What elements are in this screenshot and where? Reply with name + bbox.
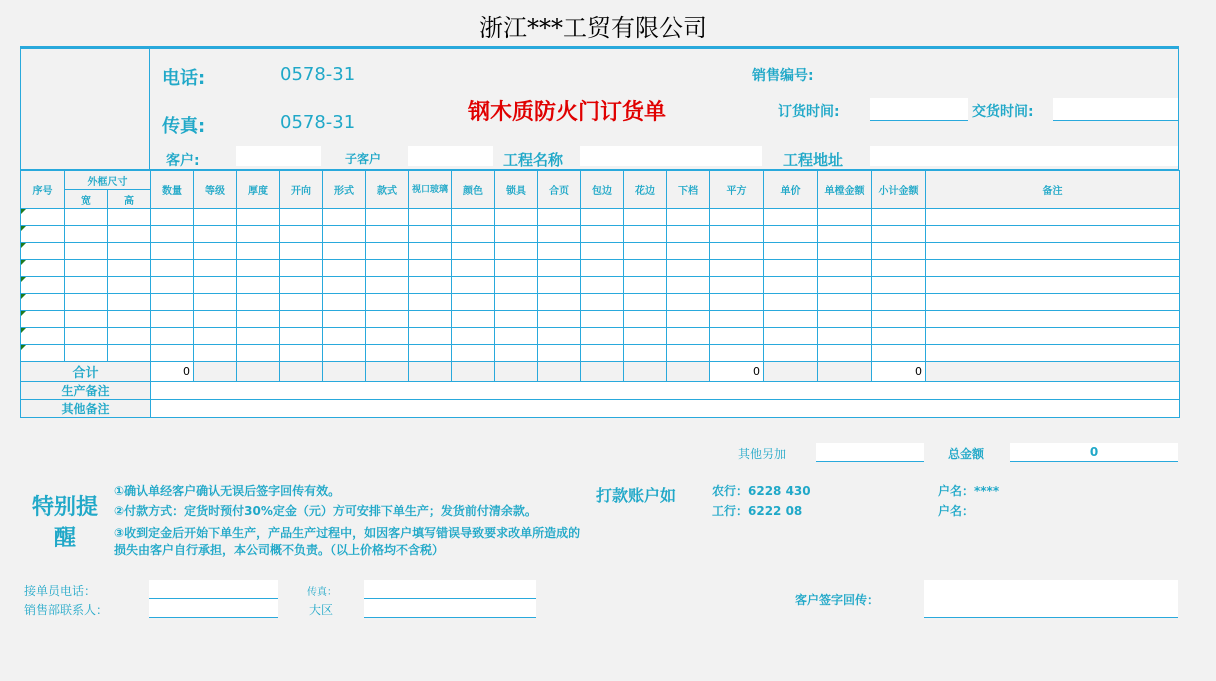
table-cell[interactable]	[108, 209, 151, 226]
sub-customer-field[interactable]	[408, 146, 493, 166]
table-cell[interactable]	[581, 345, 624, 362]
total-subtotal: 0	[872, 362, 926, 382]
table-row	[21, 226, 1180, 243]
table-cell[interactable]	[710, 209, 764, 226]
table-cell[interactable]	[764, 328, 818, 345]
table-cell[interactable]	[237, 311, 280, 328]
table-cell[interactable]	[926, 277, 1180, 294]
col-hinge: 合页	[538, 171, 581, 209]
table-cell[interactable]	[764, 311, 818, 328]
table-cell[interactable]	[366, 260, 409, 277]
table-cell[interactable]	[818, 311, 872, 328]
table-cell[interactable]	[194, 209, 237, 226]
table-cell[interactable]	[710, 345, 764, 362]
table-row	[21, 277, 1180, 294]
table-cell[interactable]	[872, 294, 926, 311]
note-2: ②付款方式：定货时预付30%定金（元）方可安排下单生产；发货前付清余款。	[114, 504, 537, 518]
cell-comment-marker	[21, 260, 26, 265]
table-row	[21, 260, 1180, 277]
table-cell[interactable]	[280, 277, 323, 294]
table-cell[interactable]	[108, 243, 151, 260]
table-cell[interactable]	[538, 328, 581, 345]
other-note-field[interactable]	[151, 400, 1180, 418]
table-cell[interactable]	[710, 294, 764, 311]
table-cell[interactable]	[237, 260, 280, 277]
table-row	[21, 209, 1180, 226]
table-cell[interactable]	[710, 328, 764, 345]
sub-customer-label: 子客户	[345, 152, 382, 166]
cell-comment-marker	[21, 209, 26, 214]
table-cell[interactable]	[194, 328, 237, 345]
table-cell[interactable]	[764, 345, 818, 362]
table-cell[interactable]	[21, 277, 65, 294]
special-reminder: 特别提醒	[31, 495, 98, 551]
table-cell[interactable]	[409, 209, 452, 226]
table-cell[interactable]	[495, 294, 538, 311]
table-cell[interactable]	[151, 243, 194, 260]
table-cell[interactable]	[280, 311, 323, 328]
col-glass: 视口玻璃	[409, 171, 452, 209]
table-cell[interactable]	[667, 209, 710, 226]
col-style: 款式	[366, 171, 409, 209]
table-cell[interactable]	[872, 277, 926, 294]
table-cell[interactable]	[108, 294, 151, 311]
table-cell[interactable]	[624, 209, 667, 226]
col-color: 颜色	[452, 171, 495, 209]
table-cell[interactable]	[21, 328, 65, 345]
table-cell[interactable]	[624, 260, 667, 277]
table-cell[interactable]	[194, 277, 237, 294]
table-cell[interactable]	[280, 209, 323, 226]
production-note-field[interactable]	[151, 382, 1180, 400]
table-cell[interactable]	[65, 277, 108, 294]
phone-label: 电话:	[162, 68, 206, 89]
cell-comment-marker	[21, 243, 26, 248]
table-cell[interactable]	[366, 311, 409, 328]
account-name-2: 户名：	[938, 504, 975, 518]
table-cell[interactable]	[818, 209, 872, 226]
table-cell[interactable]	[581, 243, 624, 260]
table-cell[interactable]	[280, 294, 323, 311]
table-cell[interactable]	[65, 209, 108, 226]
table-cell[interactable]	[581, 311, 624, 328]
table-row	[21, 294, 1180, 311]
table-cell[interactable]	[764, 294, 818, 311]
table-cell[interactable]	[237, 328, 280, 345]
sales-contact-label: 销售部联系人：	[24, 603, 109, 617]
table-cell[interactable]	[409, 294, 452, 311]
table-cell[interactable]	[624, 226, 667, 243]
col-single-total: 单樘金额	[818, 171, 872, 209]
table-cell[interactable]	[65, 328, 108, 345]
table-cell[interactable]	[452, 311, 495, 328]
table-cell[interactable]	[624, 328, 667, 345]
table-cell[interactable]	[926, 294, 1180, 311]
table-cell[interactable]	[581, 294, 624, 311]
table-cell[interactable]	[366, 345, 409, 362]
cell-comment-marker	[21, 277, 26, 282]
table-cell[interactable]	[323, 226, 366, 243]
col-sill: 下档	[667, 171, 710, 209]
sales-contact-field[interactable]	[149, 599, 278, 618]
table-cell[interactable]	[65, 260, 108, 277]
cell-comment-marker	[21, 294, 26, 299]
table-cell[interactable]	[323, 345, 366, 362]
table-cell[interactable]	[710, 226, 764, 243]
table-cell[interactable]	[194, 311, 237, 328]
table-cell[interactable]	[926, 311, 1180, 328]
table-cell[interactable]	[366, 277, 409, 294]
table-cell[interactable]	[323, 277, 366, 294]
col-area: 平方	[710, 171, 764, 209]
table-cell[interactable]	[409, 243, 452, 260]
table-cell[interactable]	[409, 328, 452, 345]
table-cell[interactable]	[21, 226, 65, 243]
table-cell[interactable]	[452, 294, 495, 311]
table-cell[interactable]	[108, 226, 151, 243]
table-cell[interactable]	[818, 226, 872, 243]
table-cell[interactable]	[366, 243, 409, 260]
table-cell[interactable]	[538, 311, 581, 328]
table-cell[interactable]	[581, 277, 624, 294]
table-cell[interactable]	[323, 328, 366, 345]
data-rows	[21, 209, 1180, 362]
table-cell[interactable]	[818, 243, 872, 260]
col-width: 宽	[65, 190, 108, 209]
table-row	[21, 311, 1180, 328]
table-cell[interactable]	[538, 209, 581, 226]
customer-sign-label: 客户签字回传：	[795, 593, 880, 607]
table-row	[21, 243, 1180, 260]
table-cell[interactable]	[872, 311, 926, 328]
table-cell[interactable]	[667, 243, 710, 260]
col-unit-price: 单价	[764, 171, 818, 209]
company-title: 浙江***工贸有限公司	[479, 14, 707, 42]
table-cell[interactable]	[65, 294, 108, 311]
bank-1: 农行：6228 430	[712, 484, 811, 498]
cell-comment-marker	[21, 226, 26, 231]
table-cell[interactable]	[323, 260, 366, 277]
col-remark: 备注	[926, 171, 1180, 209]
table-cell[interactable]	[581, 260, 624, 277]
receiver-phone-field[interactable]	[149, 580, 278, 599]
col-subtotal: 小计金额	[872, 171, 926, 209]
table-cell[interactable]	[926, 260, 1180, 277]
table-cell[interactable]	[624, 277, 667, 294]
table-cell[interactable]	[366, 328, 409, 345]
table-cell[interactable]	[323, 209, 366, 226]
project-name-field[interactable]	[580, 146, 762, 166]
account-name-1: 户名：****	[938, 484, 1000, 498]
col-frame: 外框尺寸	[65, 171, 151, 190]
sales-no-label: 销售编号:	[752, 68, 814, 84]
table-cell[interactable]	[323, 311, 366, 328]
order-time-label: 订货时间:	[778, 104, 840, 120]
table-cell[interactable]	[409, 277, 452, 294]
table-cell[interactable]	[667, 328, 710, 345]
fax-label: 传真:	[162, 116, 206, 137]
table-cell[interactable]	[495, 243, 538, 260]
col-thickness: 厚度	[237, 171, 280, 209]
table-cell[interactable]	[495, 226, 538, 243]
table-cell[interactable]	[151, 328, 194, 345]
receiver-phone-label: 接单员电话：	[24, 584, 97, 598]
table-cell[interactable]	[452, 243, 495, 260]
delivery-time-field[interactable]	[1053, 98, 1178, 121]
table-cell[interactable]	[818, 328, 872, 345]
table-cell[interactable]	[151, 260, 194, 277]
table-cell[interactable]	[108, 277, 151, 294]
table-cell[interactable]	[538, 294, 581, 311]
table-cell[interactable]	[280, 328, 323, 345]
table-cell[interactable]	[581, 328, 624, 345]
col-lock: 锁具	[495, 171, 538, 209]
note-1: ①确认单经客户确认无误后签字回传有效。	[114, 484, 341, 498]
table-cell[interactable]	[237, 226, 280, 243]
table-cell[interactable]	[151, 226, 194, 243]
table-cell[interactable]	[710, 277, 764, 294]
table-cell[interactable]	[21, 260, 65, 277]
table-cell[interactable]	[764, 260, 818, 277]
table-cell[interactable]	[667, 294, 710, 311]
table-cell[interactable]	[21, 311, 65, 328]
cell-comment-marker	[21, 345, 26, 350]
grand-total-label: 总金额	[948, 447, 985, 461]
table-cell[interactable]	[280, 260, 323, 277]
table-cell[interactable]	[409, 226, 452, 243]
header-vline	[149, 49, 150, 169]
delivery-time-label: 交货时间:	[972, 104, 1034, 120]
table-cell[interactable]	[452, 209, 495, 226]
table-cell[interactable]	[409, 345, 452, 362]
order-time-field[interactable]	[870, 98, 968, 121]
table-cell[interactable]	[21, 345, 65, 362]
table-row	[21, 328, 1180, 345]
table-cell[interactable]	[194, 260, 237, 277]
note-3b: 损失由客户自行承担，本公司概不负责。（以上价格均不含税）	[114, 543, 445, 557]
table-cell[interactable]	[65, 311, 108, 328]
table-cell[interactable]	[538, 226, 581, 243]
project-name-label: 工程名称	[503, 151, 564, 169]
table-cell[interactable]	[667, 260, 710, 277]
table-cell[interactable]	[538, 243, 581, 260]
production-note-label: 生产备注	[21, 382, 151, 400]
table-cell[interactable]	[710, 311, 764, 328]
table-cell[interactable]	[872, 345, 926, 362]
table-cell[interactable]	[65, 226, 108, 243]
table-cell[interactable]	[151, 294, 194, 311]
table-cell[interactable]	[452, 260, 495, 277]
customer-sign-field[interactable]	[924, 580, 1178, 618]
table-cell[interactable]	[366, 294, 409, 311]
table-cell[interactable]	[667, 226, 710, 243]
table-cell[interactable]	[495, 277, 538, 294]
fax2-field[interactable]	[364, 580, 536, 599]
customer-field[interactable]	[236, 146, 321, 166]
table-cell[interactable]	[194, 243, 237, 260]
table-cell[interactable]	[538, 277, 581, 294]
table-cell[interactable]	[872, 226, 926, 243]
table-cell[interactable]	[21, 243, 65, 260]
table-cell[interactable]	[581, 226, 624, 243]
table-cell[interactable]	[409, 311, 452, 328]
table-cell[interactable]	[280, 243, 323, 260]
table-cell[interactable]	[872, 243, 926, 260]
table-cell[interactable]	[926, 345, 1180, 362]
table-cell[interactable]	[926, 328, 1180, 345]
col-opening: 开向	[280, 171, 323, 209]
cell-comment-marker	[21, 311, 26, 316]
table-cell[interactable]	[818, 345, 872, 362]
table-cell[interactable]	[280, 226, 323, 243]
other-note-label: 其他备注	[21, 400, 151, 418]
table-cell[interactable]	[194, 294, 237, 311]
payment-label: 打款账户如	[596, 486, 677, 505]
table-cell[interactable]	[237, 209, 280, 226]
bank-2: 工行：6222 08	[712, 504, 803, 518]
col-grade: 等级	[194, 171, 237, 209]
table-cell[interactable]	[151, 311, 194, 328]
total-qty: 0	[151, 362, 194, 382]
table-cell[interactable]	[409, 260, 452, 277]
col-form: 形式	[323, 171, 366, 209]
table-cell[interactable]	[452, 328, 495, 345]
col-height: 高	[108, 190, 151, 209]
table-cell[interactable]	[495, 345, 538, 362]
grand-total-field: 0	[1010, 443, 1178, 462]
table-cell[interactable]	[237, 243, 280, 260]
table-cell[interactable]	[818, 260, 872, 277]
table-cell[interactable]	[108, 260, 151, 277]
col-qty: 数量	[151, 171, 194, 209]
table-cell[interactable]	[65, 243, 108, 260]
table-cell[interactable]	[926, 209, 1180, 226]
table-cell[interactable]	[194, 226, 237, 243]
table-cell[interactable]	[872, 260, 926, 277]
project-address-label: 工程地址	[783, 151, 844, 169]
table-row	[21, 345, 1180, 362]
table-cell[interactable]	[581, 209, 624, 226]
table-cell[interactable]	[538, 345, 581, 362]
col-edge: 包边	[581, 171, 624, 209]
table-cell[interactable]	[108, 345, 151, 362]
table-cell[interactable]	[495, 260, 538, 277]
table-cell[interactable]	[710, 243, 764, 260]
table-cell[interactable]	[926, 243, 1180, 260]
fax2-label: 传真：	[307, 587, 337, 598]
table-cell[interactable]	[495, 328, 538, 345]
table-cell[interactable]	[280, 345, 323, 362]
table-cell[interactable]	[710, 260, 764, 277]
customer-label: 客户:	[166, 153, 200, 169]
table-cell[interactable]	[495, 209, 538, 226]
table-cell[interactable]	[818, 277, 872, 294]
table-cell[interactable]	[667, 277, 710, 294]
doc-title: 钢木质防火门订货单	[468, 100, 667, 125]
table-cell[interactable]	[764, 243, 818, 260]
table-cell[interactable]	[452, 277, 495, 294]
table-cell[interactable]	[151, 345, 194, 362]
table-cell[interactable]	[764, 209, 818, 226]
table-cell[interactable]	[452, 226, 495, 243]
table-cell[interactable]	[366, 209, 409, 226]
table-cell[interactable]	[624, 294, 667, 311]
total-area: 0	[710, 362, 764, 382]
total-label: 合计	[21, 362, 151, 382]
table-cell[interactable]	[667, 311, 710, 328]
table-cell[interactable]	[624, 243, 667, 260]
table-cell[interactable]	[237, 345, 280, 362]
table-cell[interactable]	[818, 294, 872, 311]
region-label: 大区	[309, 603, 334, 617]
project-address-field[interactable]	[870, 146, 1178, 166]
phone-value: 0578-31	[280, 64, 356, 85]
table-cell[interactable]	[764, 226, 818, 243]
table-cell[interactable]	[21, 294, 65, 311]
table-cell[interactable]	[65, 345, 108, 362]
table-cell[interactable]	[21, 209, 65, 226]
table-cell[interactable]	[108, 311, 151, 328]
table-cell[interactable]	[624, 311, 667, 328]
table-cell[interactable]	[872, 209, 926, 226]
table-cell[interactable]	[108, 328, 151, 345]
table-cell[interactable]	[323, 294, 366, 311]
note-3a: ③收到定金后开始下单生产，产品生产过程中，如因客户填写错误导致要求改单所造成的	[114, 526, 581, 540]
table-cell[interactable]	[926, 226, 1180, 243]
cell-comment-marker	[21, 328, 26, 333]
table-cell[interactable]	[495, 311, 538, 328]
table-cell[interactable]	[237, 294, 280, 311]
col-seq: 序号	[21, 171, 65, 209]
other-extra-label: 其他另加	[738, 447, 787, 461]
fax-value: 0578-31	[280, 112, 356, 133]
table-cell[interactable]	[151, 209, 194, 226]
table-cell[interactable]	[667, 345, 710, 362]
other-extra-field[interactable]	[816, 443, 924, 462]
table-cell[interactable]	[624, 345, 667, 362]
table-cell[interactable]	[764, 277, 818, 294]
table-cell[interactable]	[538, 260, 581, 277]
table-cell[interactable]	[237, 277, 280, 294]
table-cell[interactable]	[366, 226, 409, 243]
table-cell[interactable]	[452, 345, 495, 362]
table-cell[interactable]	[872, 328, 926, 345]
table-cell[interactable]	[151, 277, 194, 294]
col-flower: 花边	[624, 171, 667, 209]
table-cell[interactable]	[194, 345, 237, 362]
table-cell[interactable]	[323, 243, 366, 260]
order-table	[20, 170, 1180, 418]
region-field[interactable]	[364, 599, 536, 618]
